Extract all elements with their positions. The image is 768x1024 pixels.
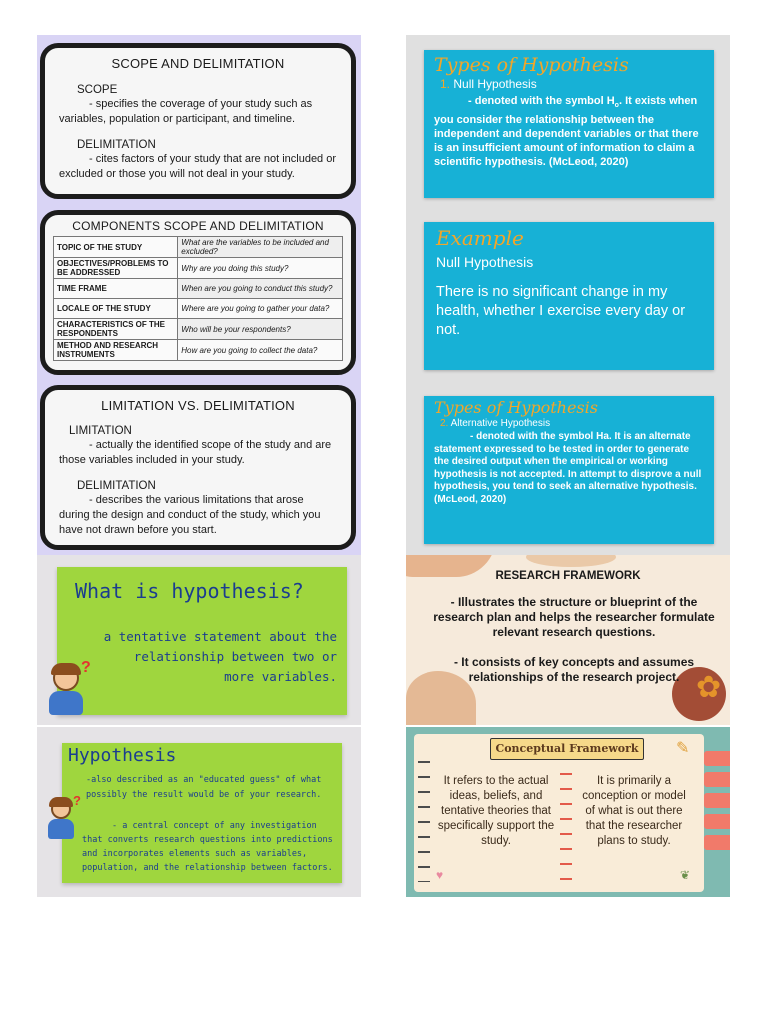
conceptual-framework-slide (406, 727, 730, 897)
component-label: TIME FRAME (54, 279, 178, 299)
null-subtitle-text: Null Hypothesis (453, 77, 537, 91)
component-question: How are you going to collect the data? (178, 340, 343, 361)
delimitation-heading: DELIMITATION (77, 139, 156, 151)
scope-text: - specifies the coverage of your study such as variables, population or participant, and timeline. (59, 98, 313, 125)
scope-heading: SCOPE (77, 84, 118, 96)
hypothesis-text-2: - a central concept of any investigation that converts research questions into predictions and incorporates elements such as variables, population, and the relationship between factors. (82, 821, 333, 873)
component-question: Where are you going to gather your data? (178, 299, 343, 319)
scope-delimitation-slide (37, 35, 361, 205)
delimitation-text: - cites factors of your study that are not included or excluded or those you will not deal in your study. (59, 153, 337, 180)
alt-text: - denoted with the symbol Ha. It is an alternate statement expressed to be tested in order to generate the desired output when the empirical or working hypothesis is not accepted. In attempt to disprove a null hypothesis, you tend to seek an alternative hypothesis. (McLeod, 2020) (434, 431, 702, 505)
null-symbol-sub: o (614, 102, 619, 110)
notebook-page (414, 734, 704, 892)
types-null-title: Types of Hypothesis (434, 54, 629, 76)
conceptual-right-text: It is primarily a conception or model of what is out there that the researcher plans to study. (582, 775, 686, 847)
component-label: TOPIC OF THE STUDY (54, 237, 178, 258)
ring-binding-center (560, 764, 572, 888)
decor-blob-top-2 (526, 555, 616, 567)
what-is-title: What is hypothesis? (75, 579, 304, 603)
conceptual-title: Conceptual Framework (495, 742, 639, 755)
components-row (54, 340, 343, 361)
types-alt-slide (406, 380, 730, 555)
component-question: When are you going to conduct this study? (178, 279, 343, 299)
components-row (54, 258, 343, 279)
null-subtitle (440, 77, 704, 91)
hypothesis-text-1: -also described as an "educated guess" of what possibly the result would be of your research. (86, 775, 322, 800)
limitation-slide (37, 380, 361, 555)
types-alt-title: Types of Hypothesis (434, 398, 598, 417)
heart-icon: ♥ (436, 868, 444, 882)
types-null-card (424, 50, 714, 198)
null-number: 1. (440, 77, 451, 91)
what-is-text: a tentative statement about the relationship between two or more variables. (103, 629, 337, 684)
hypothesis-note (62, 743, 342, 883)
pencil-icon: ✎ (676, 740, 690, 757)
component-question: Why are you doing this study? (178, 258, 343, 279)
conceptual-left-text: It refers to the actual ideas, beliefs, and tentative theories that specifically support the study. (437, 775, 555, 847)
components-row (54, 237, 343, 258)
component-question: What are the variables to be included and excluded? (178, 237, 343, 258)
what-is-note (57, 567, 347, 715)
alt-subtitle (440, 418, 704, 429)
leaf-icon: ❦ (680, 868, 691, 882)
component-question: Who will be your respondents? (178, 319, 343, 340)
null-text: - denoted with the symbol $H_o$. It exists when you consider the relationship between the independent and dependent variables or that there is an insufficient amount of information to claim a scientific hypothesis. (McLeod, 2020) (434, 95, 699, 169)
thinking-boy-illustration-2: ? (45, 797, 81, 843)
example-title: Example (436, 226, 524, 250)
research-framework-slide (406, 555, 730, 725)
components-title: COMPONENTS SCOPE AND DELIMITATION (72, 219, 324, 233)
conceptual-title-box (490, 738, 644, 760)
example-text: There is no significant change in my health, whether I exercise every day or not. (436, 284, 686, 338)
scope-card-title: SCOPE AND DELIMITATION (111, 56, 285, 71)
component-label: OBJECTIVES/PROBLEMS TO BE ADDRESSED (54, 258, 178, 279)
components-row (54, 279, 343, 299)
components-row (54, 299, 343, 319)
hypothesis-title: Hypothesis (68, 745, 177, 766)
hypothesis-slide (37, 727, 361, 897)
example-subtitle: Null Hypothesis (436, 254, 534, 270)
scope-card (40, 43, 356, 199)
limitation-heading: LIMITATION (69, 425, 132, 437)
component-label: METHOD AND RESEARCH INSTRUMENTS (54, 340, 178, 361)
delimitation2-text: - describes the various limitations that arose during the design and conduct of the study, which you have not drawn before you start. (59, 494, 321, 536)
framework-title: RESEARCH FRAMEWORK (495, 570, 641, 582)
alt-number: 2. (440, 418, 449, 429)
types-alt-card (424, 396, 714, 544)
limitation-title: LIMITATION VS. DELIMITATION (101, 398, 295, 413)
ring-binding-left (418, 752, 430, 882)
component-label: LOCALE OF THE STUDY (54, 299, 178, 319)
components-card (40, 210, 356, 375)
side-tabs (704, 751, 730, 850)
component-label: CHARACTERISTICS OF THE RESPONDENTS (54, 319, 178, 340)
delimitation2-heading: DELIMITATION (77, 480, 156, 492)
thinking-boy-illustration: ? (45, 663, 91, 719)
decor-leaf-icon: ✿ (696, 671, 722, 704)
limitation-card (40, 385, 356, 550)
components-slide (37, 205, 361, 380)
types-null-slide (406, 35, 730, 205)
limitation-text: - actually the identified scope of the study and are those variables included in your study. (59, 439, 332, 466)
components-row (54, 319, 343, 340)
framework-point-2: - It consists of key concepts and assumes relationships of the research project. (453, 655, 695, 684)
example-card (424, 222, 714, 370)
what-is-hypothesis-slide (37, 555, 361, 725)
components-table (53, 236, 343, 361)
alt-subtitle-text: Alternative Hypothesis (450, 418, 551, 429)
framework-point-1: - Illustrates the structure or blueprint of the research plan and helps the researcher formulate relevant research questions. (433, 595, 715, 639)
example-slide (406, 205, 730, 380)
